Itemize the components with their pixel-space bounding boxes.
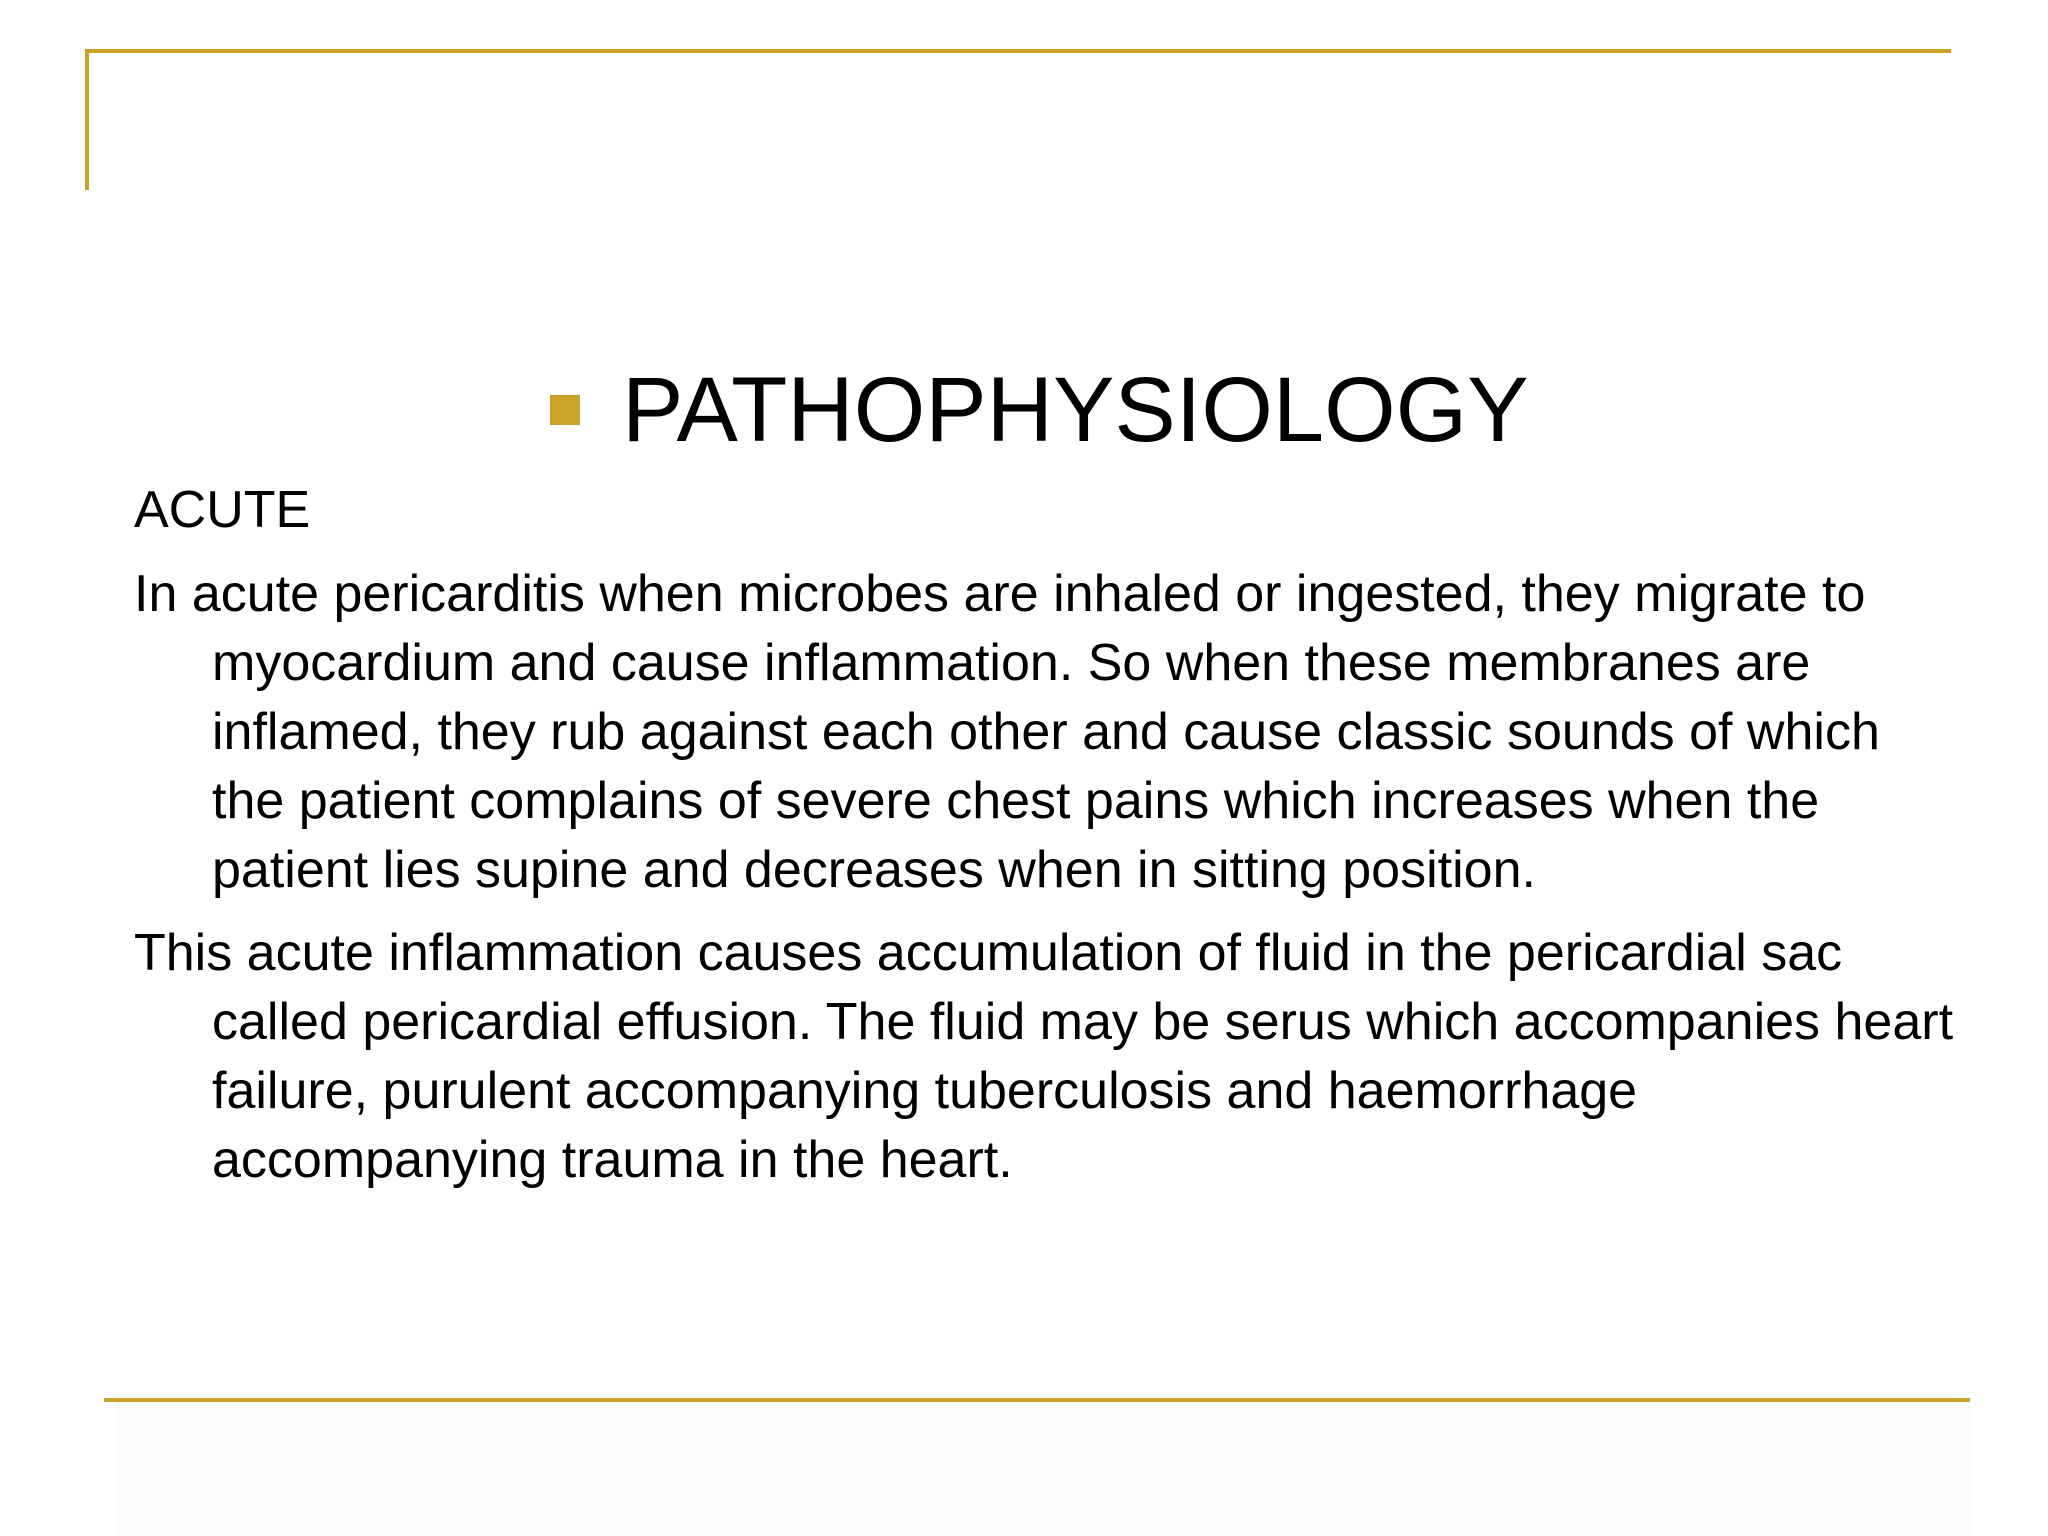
slide-body xyxy=(134,476,1960,1209)
left-decorative-rule xyxy=(85,49,89,190)
top-decorative-rule xyxy=(85,49,1951,53)
footer-area xyxy=(117,1402,1970,1536)
section-heading: ACUTE xyxy=(134,481,311,539)
square-bullet-icon xyxy=(550,395,580,425)
slide-title: PATHOPHYSIOLOGY xyxy=(622,359,1529,461)
slide-title-row xyxy=(550,350,1529,470)
body-paragraph: This acute inflammation causes accumulation of fluid in the pericardial sac called pericardial effusion. The fluid may be serus which accompanies heart failure, purulent accompanying tuberculosis and haemorrhage accompanying trauma in the heart. xyxy=(134,924,1954,1189)
body-paragraph: In acute pericarditis when microbes are inhaled or ingested, they migrate to myocardium and cause inflammation. So when these membranes are inflamed, they rub against each other and cause classic sounds of which the patient complains of severe chest pains which increases when the patient lies supine and decreases when in sitting position. xyxy=(134,565,1880,899)
